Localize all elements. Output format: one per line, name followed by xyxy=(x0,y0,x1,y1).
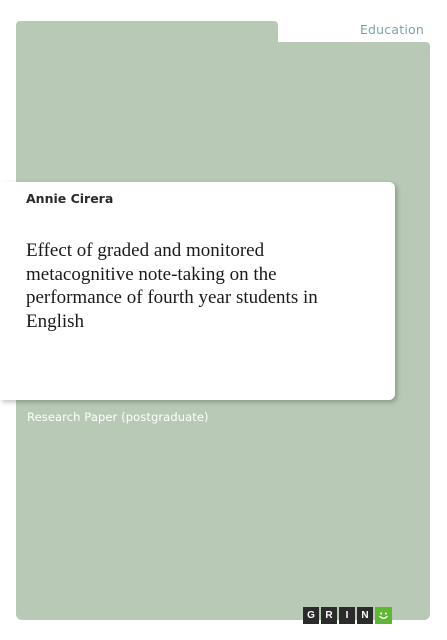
logo-letter-r: R xyxy=(321,607,337,624)
author-name: Annie Cirera xyxy=(26,191,114,206)
logo-letter-n: N xyxy=(357,607,373,624)
book-title: Effect of graded and monitored metacognitive note-taking on the performance of fourth year students in English xyxy=(26,240,318,332)
category-label: Education xyxy=(359,22,424,37)
publisher-logo xyxy=(303,607,392,624)
logo-letter-i: I xyxy=(339,607,355,624)
logo-letter-g: G xyxy=(303,607,319,624)
smiley-icon xyxy=(375,607,392,624)
document-type: Research Paper (postgraduate) xyxy=(27,410,209,424)
